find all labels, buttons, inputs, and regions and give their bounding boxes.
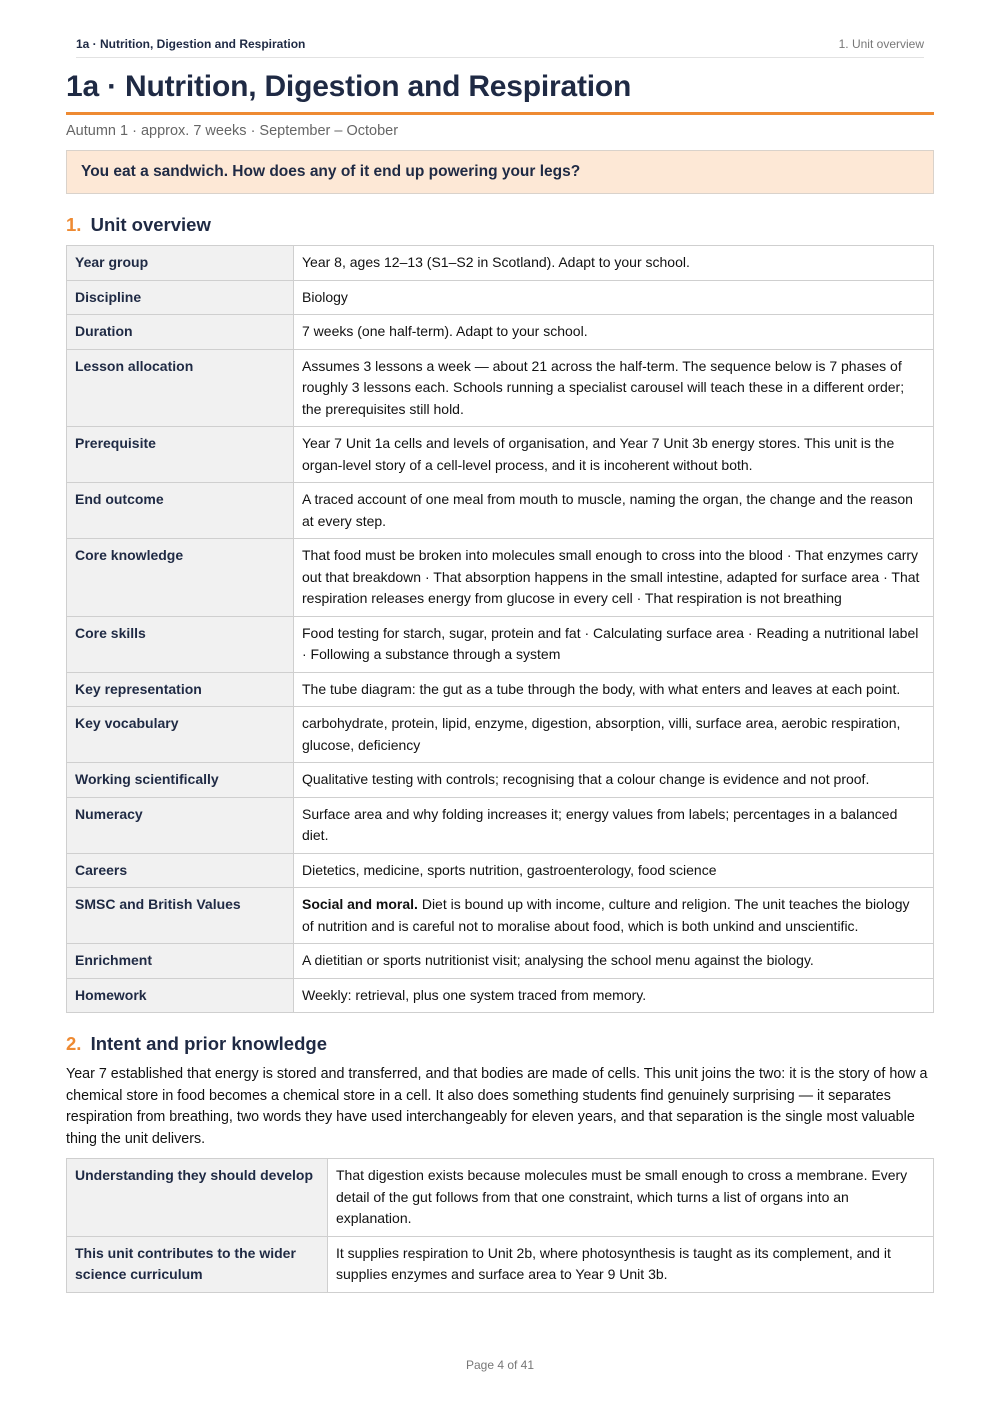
row-label: Working scientifically [67,763,294,798]
row-value: Dietetics, medicine, sports nutrition, gastroenterology, food science [294,853,934,888]
row-value: Food testing for starch, sugar, protein and fat · Calculating surface area · Reading a nutritional label · Following a substance through a system [294,616,934,672]
row-label: Core knowledge [67,539,294,617]
row-label: End outcome [67,483,294,539]
table-row [67,1236,934,1292]
section-2-heading [66,1033,934,1055]
section-2-title: Intent and prior knowledge [90,1033,327,1054]
intent-table [66,1158,934,1293]
running-header-title: 1a · Nutrition, Digestion and Respiration [76,37,306,51]
running-header-section: 1. Unit overview [838,37,924,51]
row-label: Careers [67,853,294,888]
row-value: carbohydrate, protein, lipid, enzyme, digestion, absorption, villi, surface area, aerobic respiration, glucose, deficiency [294,707,934,763]
table-row [67,944,934,979]
key-question-callout: You eat a sandwich. How does any of it end up powering your legs? [66,150,934,194]
page-title: 1a · Nutrition, Digestion and Respiration [66,70,934,115]
row-label: Lesson allocation [67,349,294,427]
row-value: A dietitian or sports nutritionist visit; analysing the school menu against the biology. [294,944,934,979]
row-value [294,888,934,944]
row-value: Year 7 Unit 1a cells and levels of organisation, and Year 7 Unit 3b energy stores. This unit is the organ-level story of a cell-level process, and it is incoherent without both. [294,427,934,483]
section-2-intro: Year 7 established that energy is stored and transferred, and that bodies are made of cells. This unit joins the two: it is the story of how a chemical store in food becomes a chemical store in a cell. It also does something students find genuinely surprising — it separates respiration from breathing, two words they have used interchangeably for eleven years, and that separation is the single most valuable thing the unit delivers. [66,1066,928,1147]
row-label: Core skills [67,616,294,672]
table-row [67,539,934,617]
table-row [67,763,934,798]
row-label: Year group [67,246,294,281]
section-2-number: 2. [66,1033,82,1054]
table-row [67,853,934,888]
row-label: Numeracy [67,797,294,853]
row-label: Prerequisite [67,427,294,483]
unit-overview-table [66,245,934,1013]
table-row [67,246,934,281]
section-1-title: Unit overview [90,214,211,235]
table-row [67,616,934,672]
row-label: This unit contributes to the wider science curriculum [67,1236,328,1292]
table-row [67,978,934,1013]
table-row [67,483,934,539]
row-value: Assumes 3 lessons a week — about 21 across the half-term. The sequence below is 7 phases of roughly 3 lessons each. Schools running a specialist carousel will teach these in a different order; the prerequisites still hold. [294,349,934,427]
row-value: That food must be broken into molecules small enough to cross into the blood · That enzymes carry out that breakdown · That absorption happens in the small intestine, adapted for surface area · That respiration releases energy from glucose in every cell · That respiration is not breathing [294,539,934,617]
table-row [67,1159,934,1237]
smsc-text: Diet is bound up with income, culture and religion. The unit teaches the biology of nutrition and is careful not to moralise about food, which is both unkind and unscientific. [302,896,910,934]
table-row [67,707,934,763]
table-row [67,349,934,427]
row-label: Key vocabulary [67,707,294,763]
row-label: Enrichment [67,944,294,979]
page-number: Page 4 of 41 [465,1358,535,1372]
row-value: A traced account of one meal from mouth to muscle, naming the organ, the change and the reason at every step. [294,483,934,539]
row-value: Weekly: retrieval, plus one system traced from memory. [294,978,934,1013]
running-header [76,0,924,58]
row-value: Biology [294,280,934,315]
row-value: Surface area and why folding increases it; energy values from labels; percentages in a balanced diet. [294,797,934,853]
row-value: Year 8, ages 12–13 (S1–S2 in Scotland). Adapt to your school. [294,246,934,281]
table-row [67,672,934,707]
smsc-bold-lead: Social and moral. [302,896,418,912]
page-subtitle: Autumn 1 · approx. 7 weeks · September – October [66,123,399,139]
row-value: That digestion exists because molecules must be small enough to cross a membrane. Every detail of the gut follows from that one constraint, which turns a list of organs into an explanation. [328,1159,934,1237]
row-label: SMSC and British Values [67,888,294,944]
row-value: The tube diagram: the gut as a tube through the body, with what enters and leaves at each point. [294,672,934,707]
table-row [67,427,934,483]
table-row [67,315,934,350]
section-1-heading [66,214,934,236]
table-row [67,797,934,853]
row-label: Understanding they should develop [67,1159,328,1237]
table-row [67,280,934,315]
row-label: Duration [67,315,294,350]
row-value: 7 weeks (one half-term). Adapt to your school. [294,315,934,350]
section-1-number: 1. [66,214,82,235]
row-label: Key representation [67,672,294,707]
row-value: Qualitative testing with controls; recognising that a colour change is evidence and not proof. [294,763,934,798]
table-row-smsc [67,888,934,944]
row-label: Discipline [67,280,294,315]
row-value: It supplies respiration to Unit 2b, where photosynthesis is taught as its complement, and it supplies enzymes and surface area to Year 9 Unit 3b. [328,1236,934,1292]
row-label: Homework [67,978,294,1013]
